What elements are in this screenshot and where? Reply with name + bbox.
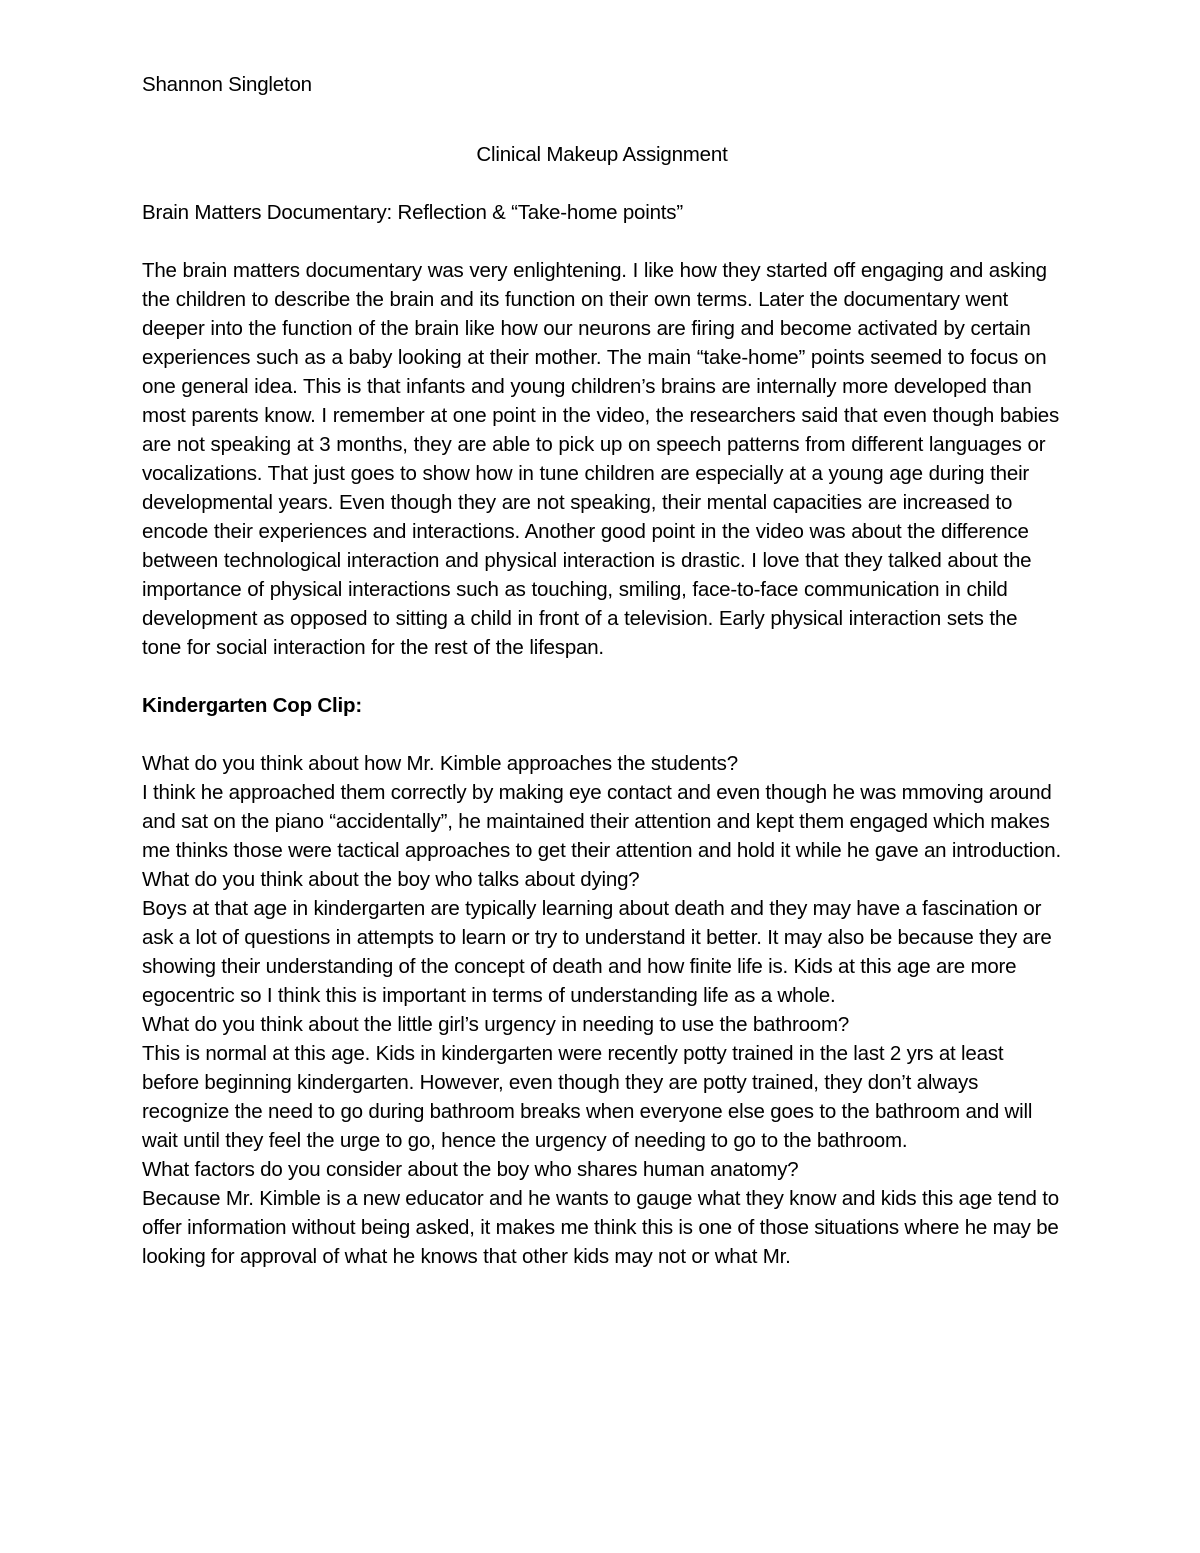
intro-paragraph: The brain matters documentary was very enlightening. I like how they started off engaging and asking the children to describe the brain and its function on their own terms. Later the documentary went deeper into the function of the brain like how our neurons are firing and become activated by certain experiences such as a baby looking at their mother. The main “take-home” points seemed to focus on one general idea. This is that infants and young children’s brains are internally more developed than most parents know. I remember at one point in the video, the researchers said that even though babies are not speaking at 3 months, they are able to pick up on speech patterns from different languages or vocalizations. That just goes to show how in tune children are especially at a young age during their developmental years. Even though they are not speaking, their mental capacities are increased to encode their experiences and interactions. Another good point in the video was about the difference between technological interaction and physical interaction is drastic. I love that they talked about the importance of physical interactions such as touching, smiling, face-to-face communication in child development as opposed to sitting a child in front of a television. Early physical interaction sets the tone for social interaction for the rest of the lifespan. bbox=[142, 259, 1060, 659]
answer-text: Boys at that age in kindergarten are typically learning about death and they may have a fascination or ask a lot of questions in attempts to learn or try to understand it better. It may also be because they are showing their understanding of the concept of death and how finite life is. Kids at this age are more egocentric so I think this is important in terms of understanding life as a whole. bbox=[142, 897, 1052, 1007]
answer-text: Because Mr. Kimble is a new educator and he wants to gauge what they know and kids this age tend to offer information without being asked, it makes me think this is one of those situations where he may be looking for approval of what he knows that other kids may not or what Mr. bbox=[142, 1187, 1059, 1268]
qa-item bbox=[142, 1010, 1062, 1155]
document-subtitle: Brain Matters Documentary: Reflection & “Take-home points” bbox=[142, 201, 683, 224]
question-text: What do you think about how Mr. Kimble approaches the students? bbox=[142, 752, 738, 775]
document-page bbox=[142, 70, 1062, 1271]
question-text: What do you think about the little girl’s urgency in needing to use the bathroom? bbox=[142, 1013, 850, 1036]
question-text: What do you think about the boy who talks about dying? bbox=[142, 868, 640, 891]
qa-item bbox=[142, 1155, 1062, 1271]
section-heading: Kindergarten Cop Clip: bbox=[142, 694, 362, 717]
qa-item bbox=[142, 749, 1062, 865]
qa-item bbox=[142, 865, 1062, 1010]
question-text: What factors do you consider about the boy who shares human anatomy? bbox=[142, 1158, 799, 1181]
document-title: Clinical Makeup Assignment bbox=[476, 143, 728, 166]
answer-text: I think he approached them correctly by making eye contact and even though he was mmoving around and sat on the piano “accidentally”, he maintained their attention and kept them engaged which makes me thinks those were tactical approaches to get their attention and hold it while he gave an introduction. bbox=[142, 781, 1061, 862]
qa-list bbox=[142, 749, 1062, 1271]
author-name: Shannon Singleton bbox=[142, 73, 312, 96]
answer-text: This is normal at this age. Kids in kindergarten were recently potty trained in the last 2 yrs at least before beginning kindergarten. However, even though they are potty trained, they don’t always recognize the need to go during bathroom breaks when everyone else goes to the bathroom and will wait until they feel the urge to go, hence the urgency of needing to go to the bathroom. bbox=[142, 1042, 1033, 1152]
